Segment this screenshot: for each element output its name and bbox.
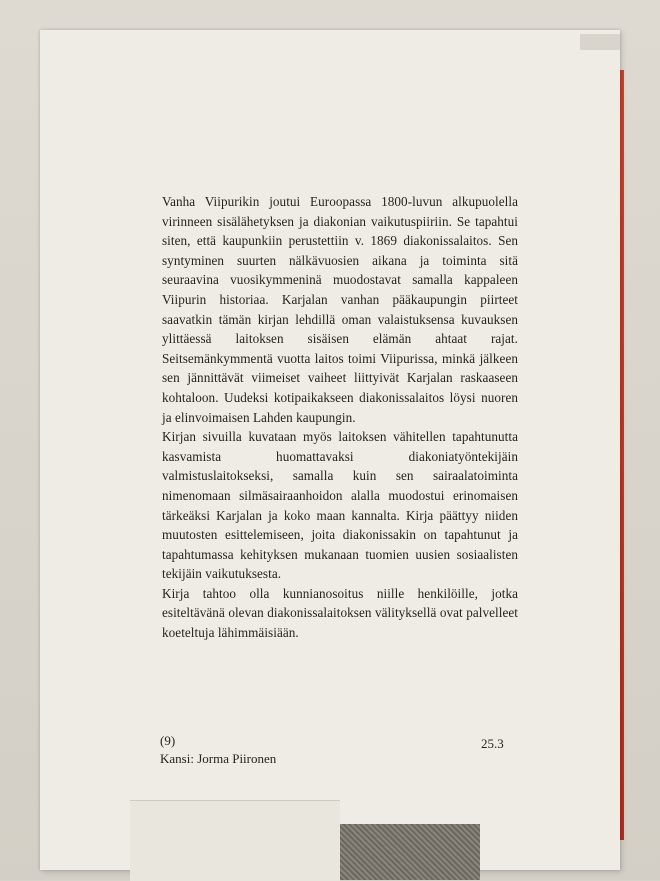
blurb-text [162,192,518,643]
blurb-paragraph-3: Kirja tahtoo olla kunnianosoitus niille henkilöille, jotka esiteltävänä olevan diakonissalaitoksen välityksellä ovat palvelleet koeteltuja lähimmäisiään. [162,585,518,641]
blurb-paragraph-2: Kirjan sivuilla kuvataan myös laitoksen vähitellen tapahtunutta kasvamista huomattavaksi diakoniatyöntekijäin valmistuslaitokseksi, samalla kuin sen sairaalatoiminta nimenomaan silmäsairaanhoidon alalla muodostui erinomaisen tärkeäksi Karjalan ja koko maan kannalta. Kirja päättyy niiden muutosten esittelemiseen, joita diakonissakin on tapahtunut ja tapahtumassa kehityksen mukanaan tuomien uusien sosiaalisten tekijäin vaikutuksesta. [162,429,518,582]
cover-credit: Kansi: Jorma Piironen [160,751,277,766]
worn-cover-edge [130,800,340,881]
exposed-cloth-binding [330,824,480,880]
cover-corner-tear [580,34,620,50]
footer-left [160,732,276,768]
price-code: 25.3 [481,736,504,751]
series-number: (9) [160,733,176,748]
blurb-paragraph-1: Vanha Viipurikin joutui Euroopassa 1800-luvun alkupuolella virinneen sisälähetyksen ja diakonian vaikutuspiiriin. Se tapahtui siten, että kaupunkiin perustettiin v. 1869 diakonissalaitos. Sen syntyminen suurten nälkävuosien aikana ja toiminta sitä seuraavina vuosikymmeninä muodostavat samalla kappaleen Viipurin historiaa. Karjalan vanhan pääkaupungin piirteet saavatkin tämän kirjan lehdillä oman valaistuksensa kuvauksen ylittäessä laitoksen sisäisen elämän ahtaat rajat. Seitsemänkymmentä vuotta laitos toimi Viipurissa, minkä jälkeen sen jännittävät viimeiset vaiheet liittyivät Karjalan raskaaseen kohtaloon. Uudeksi kotipaikakseen diakonissalaitos löysi nuoren ja elinvoimaisen Lahden kaupungin. [162,194,518,425]
